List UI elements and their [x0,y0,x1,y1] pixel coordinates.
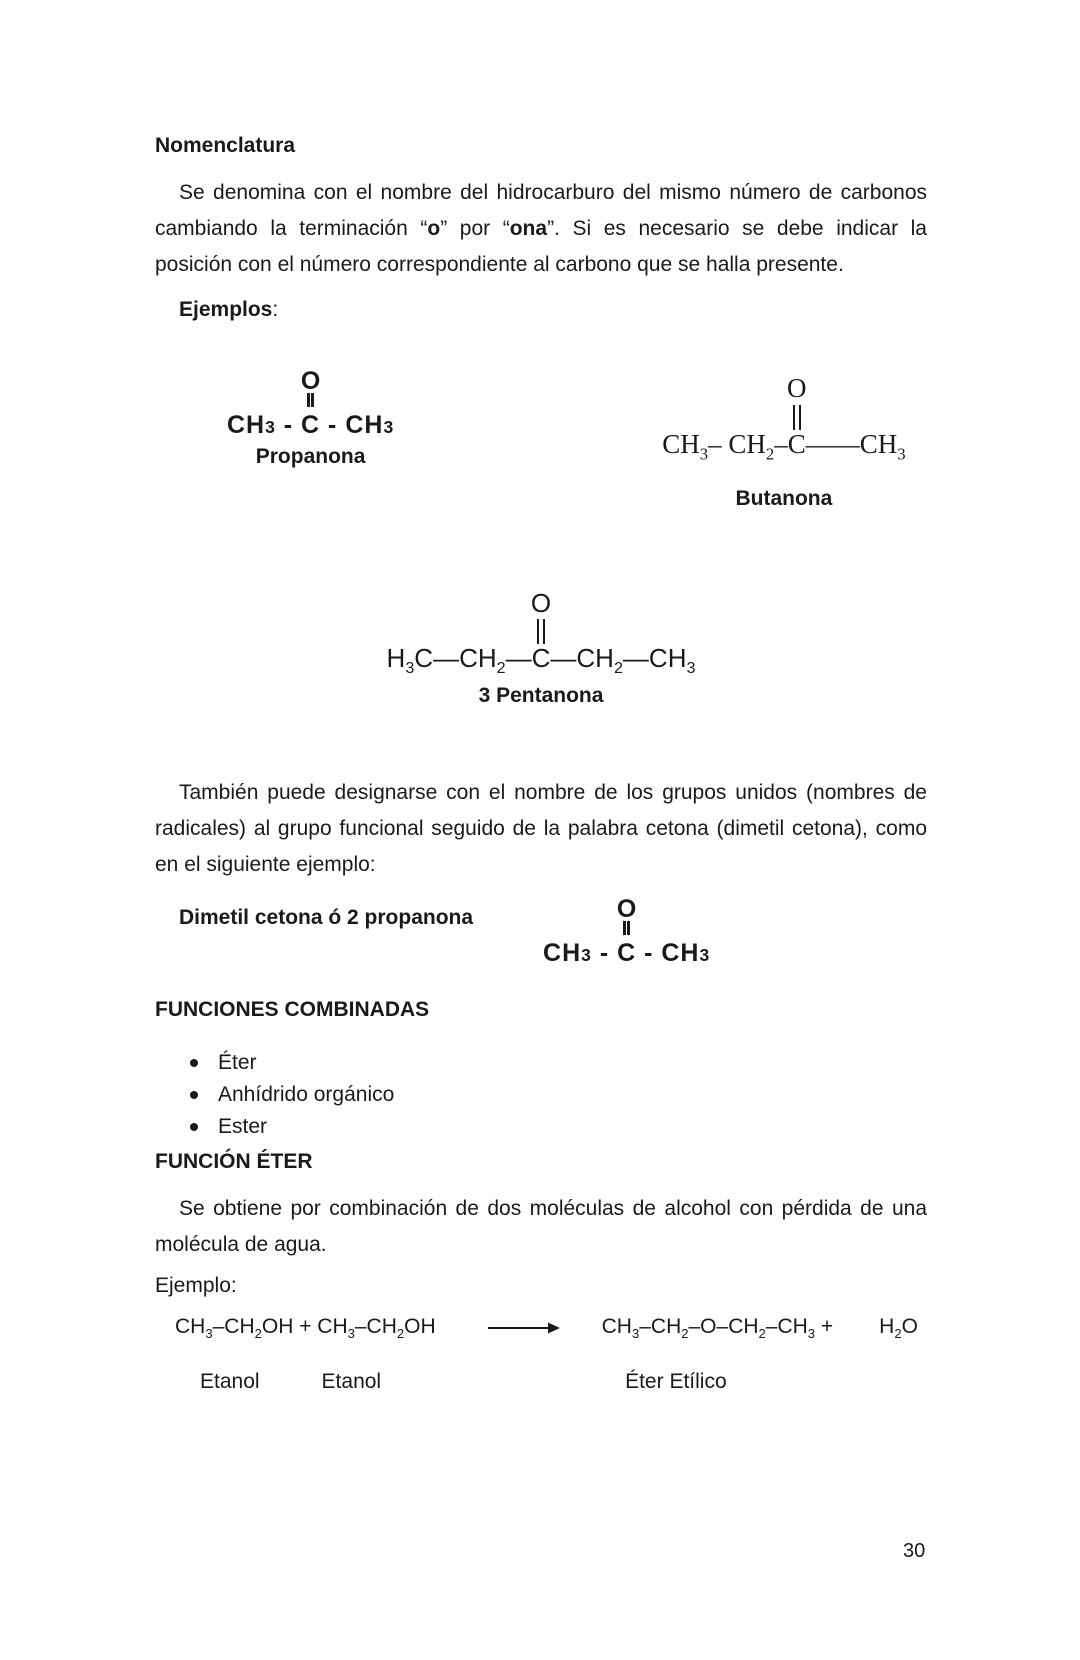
nomenclatura-paragraph [155,175,927,283]
tambien-paragraph: También puede designarse con el nombre de los grupos unidos (nombres de radicales) al grupo funcional seguido de la palabra cetona (dimetil cetona), como en el siguiente ejemplo: [155,781,927,877]
bullet-icon [190,1123,198,1131]
bullet-icon [190,1091,198,1099]
ether-equation [155,1315,927,1341]
carbonyl-oxygen: O [616,895,637,924]
funciones-bullet-list [155,1047,927,1143]
bold-suffix-o: o [427,217,441,240]
pentanona-structure [387,585,696,709]
reactant-label-etanol-2: Etanol [321,1370,382,1394]
ejemplos-label: Ejemplos: [179,298,279,321]
propanona-label: Propanona [255,445,366,468]
list-item-eter: Éter [190,1047,927,1079]
carbonyl-oxygen: O [300,367,321,395]
double-bond-icon [623,921,630,935]
equation-water: $H_2O$ [879,1315,918,1342]
propanona-structure [227,369,394,470]
equation-labels-row [155,1369,927,1395]
equation-reactants: $CH_3-CH_2OH + CH_3-CH_2OH$ [175,1315,436,1342]
double-bond-icon [537,619,545,644]
bullet-icon [190,1059,198,1067]
dimetil-formula: CH3 - C - CH3 [543,939,711,968]
propanona-formula: CH3 - C - CH3 [227,411,395,439]
paragraph-text: ” por “ [440,217,510,240]
reactant-label-etanol-1: Etanol [200,1370,260,1394]
carbonyl-carbon: O C [530,588,552,673]
carbonyl-oxygen: O [530,588,552,618]
ejemplo-label: Ejemplo: [155,1274,237,1298]
butanona-structure [662,363,905,512]
carbonyl-carbon: O C [786,373,807,459]
dimetil-cetona-row [155,897,927,971]
ketone-examples-row [155,363,927,535]
page-content [155,133,927,1395]
product-label-eter-etilico: Éter Etílico [625,1370,727,1394]
double-bond-icon [307,393,314,407]
document-page [0,133,1080,1660]
butanona-formula: $CH_3-$ $CH_2-$ O $C——CH_3$ [662,373,906,464]
double-bond-row [543,921,710,937]
section-heading-funcion-eter: FUNCIÓN ÉTER [155,1150,313,1174]
butanona-label: Butanona [735,487,833,511]
page-number: 30 [903,1540,926,1562]
section-heading-nomenclatura: Nomenclatura [155,134,296,157]
double-bond-row [227,393,394,409]
dimetil-structure [543,897,710,971]
list-item-ester: Ester [190,1111,927,1143]
double-bond-icon [793,405,801,430]
bold-suffix-ona: ona [509,217,548,240]
section-heading-funciones-combinadas: FUNCIONES COMBINADAS [155,998,430,1022]
carbonyl-oxygen: O [786,373,807,403]
dimetil-caption: Dimetil cetona ó 2 propanona [179,906,474,930]
pentanona-label: 3 Pentanona [478,684,604,708]
equation-product: $CH_3-CH_2-O-CH_2-CH_3$ + [601,1315,834,1342]
funcion-eter-paragraph: Se obtiene por combinación de dos moléculas de alcohol con pérdida de una molécula de agua. [155,1197,927,1257]
reaction-arrow-icon [488,1321,560,1335]
paragraph-text: ”. Si es necesario se debe indicar la posición con el número correspondiente al carbono que se halla presente. [155,217,927,276]
list-item-anhidrido: Anhídrido orgánico [190,1079,927,1111]
pentanona-formula: $H_3C—CH_2—$ O $C—CH_2—CH_3$ [386,588,696,678]
paragraph-text: Se denomina con el nombre del hidrocarburo del mismo número de carbonos cambiando la terminación “ [155,181,927,240]
